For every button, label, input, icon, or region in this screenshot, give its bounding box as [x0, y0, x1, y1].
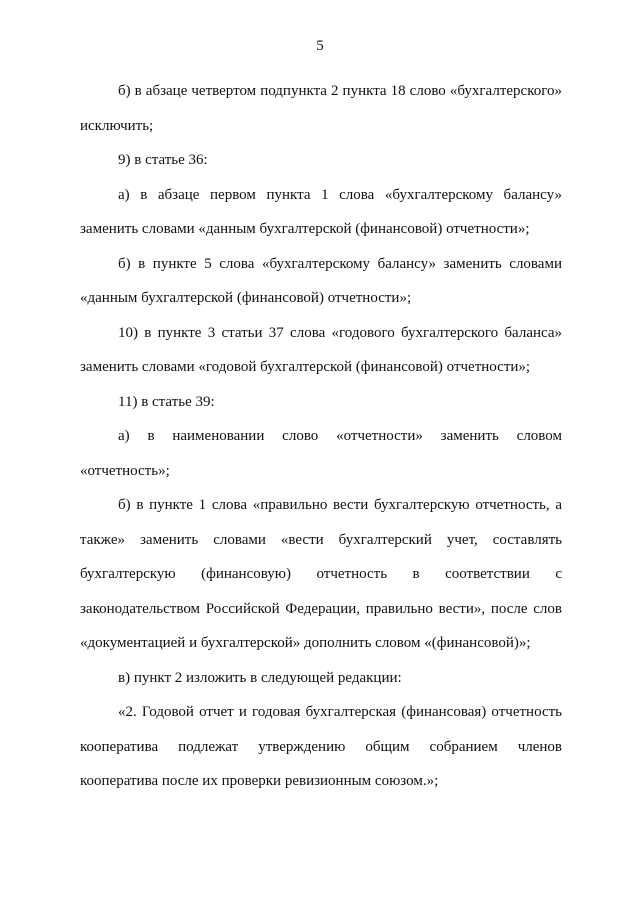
document-body	[80, 74, 562, 799]
paragraph-article-36: 9) в статье 36:	[118, 152, 208, 168]
paragraph-article-39: 11) в статье 39:	[118, 393, 215, 410]
paragraph-article-37: 10) в пункте 3 статьи 37 слова «годового бухгалтерского баланса» заменить словами «годовой бухгалтерской (финансовой) отчетности»;	[80, 324, 562, 375]
paragraph-b-abzac: б) в абзаце четвертом подпункта 2 пункта 18 слово «бухгалтерского» исключить;	[80, 83, 562, 134]
paragraph-a-naimenovanie: а) в наименовании слово «отчетности» заменить словом «отчетность»;	[80, 428, 562, 479]
page-number: 5	[316, 38, 324, 54]
paragraph-v-punkt-2: в) пункт 2 изложить в следующей редакции:	[118, 669, 402, 686]
paragraph-quote-punkt-2: «2. Годовой отчет и годовая бухгалтерская (финансовая) отчетность кооператива подлежат утверждению общим собранием членов кооператива после их проверки ревизионным союзом.»;	[80, 704, 562, 789]
paragraph-a-punkt-1: а) в абзаце первом пункта 1 слова «бухгалтерскому балансу» заменить словами «данным бухгалтерской (финансовой) отчетности»;	[80, 186, 562, 237]
paragraph-b-punkt-5: б) в пункте 5 слова «бухгалтерскому балансу» заменить словами «данным бухгалтерской (финансовой) отчетности»;	[80, 255, 562, 306]
paragraph-b-punkt-1: б) в пункте 1 слова «правильно вести бухгалтерскую отчетность, а также» заменить словами «вести бухгалтерский учет, составлять бухгалтерскую (финансовую) отчетность в соответствии с законодательством Российской Федерации, правильно вести», после слов «документацией и бухгалтерской» дополнить словом «(финансовой)»;	[80, 497, 562, 651]
